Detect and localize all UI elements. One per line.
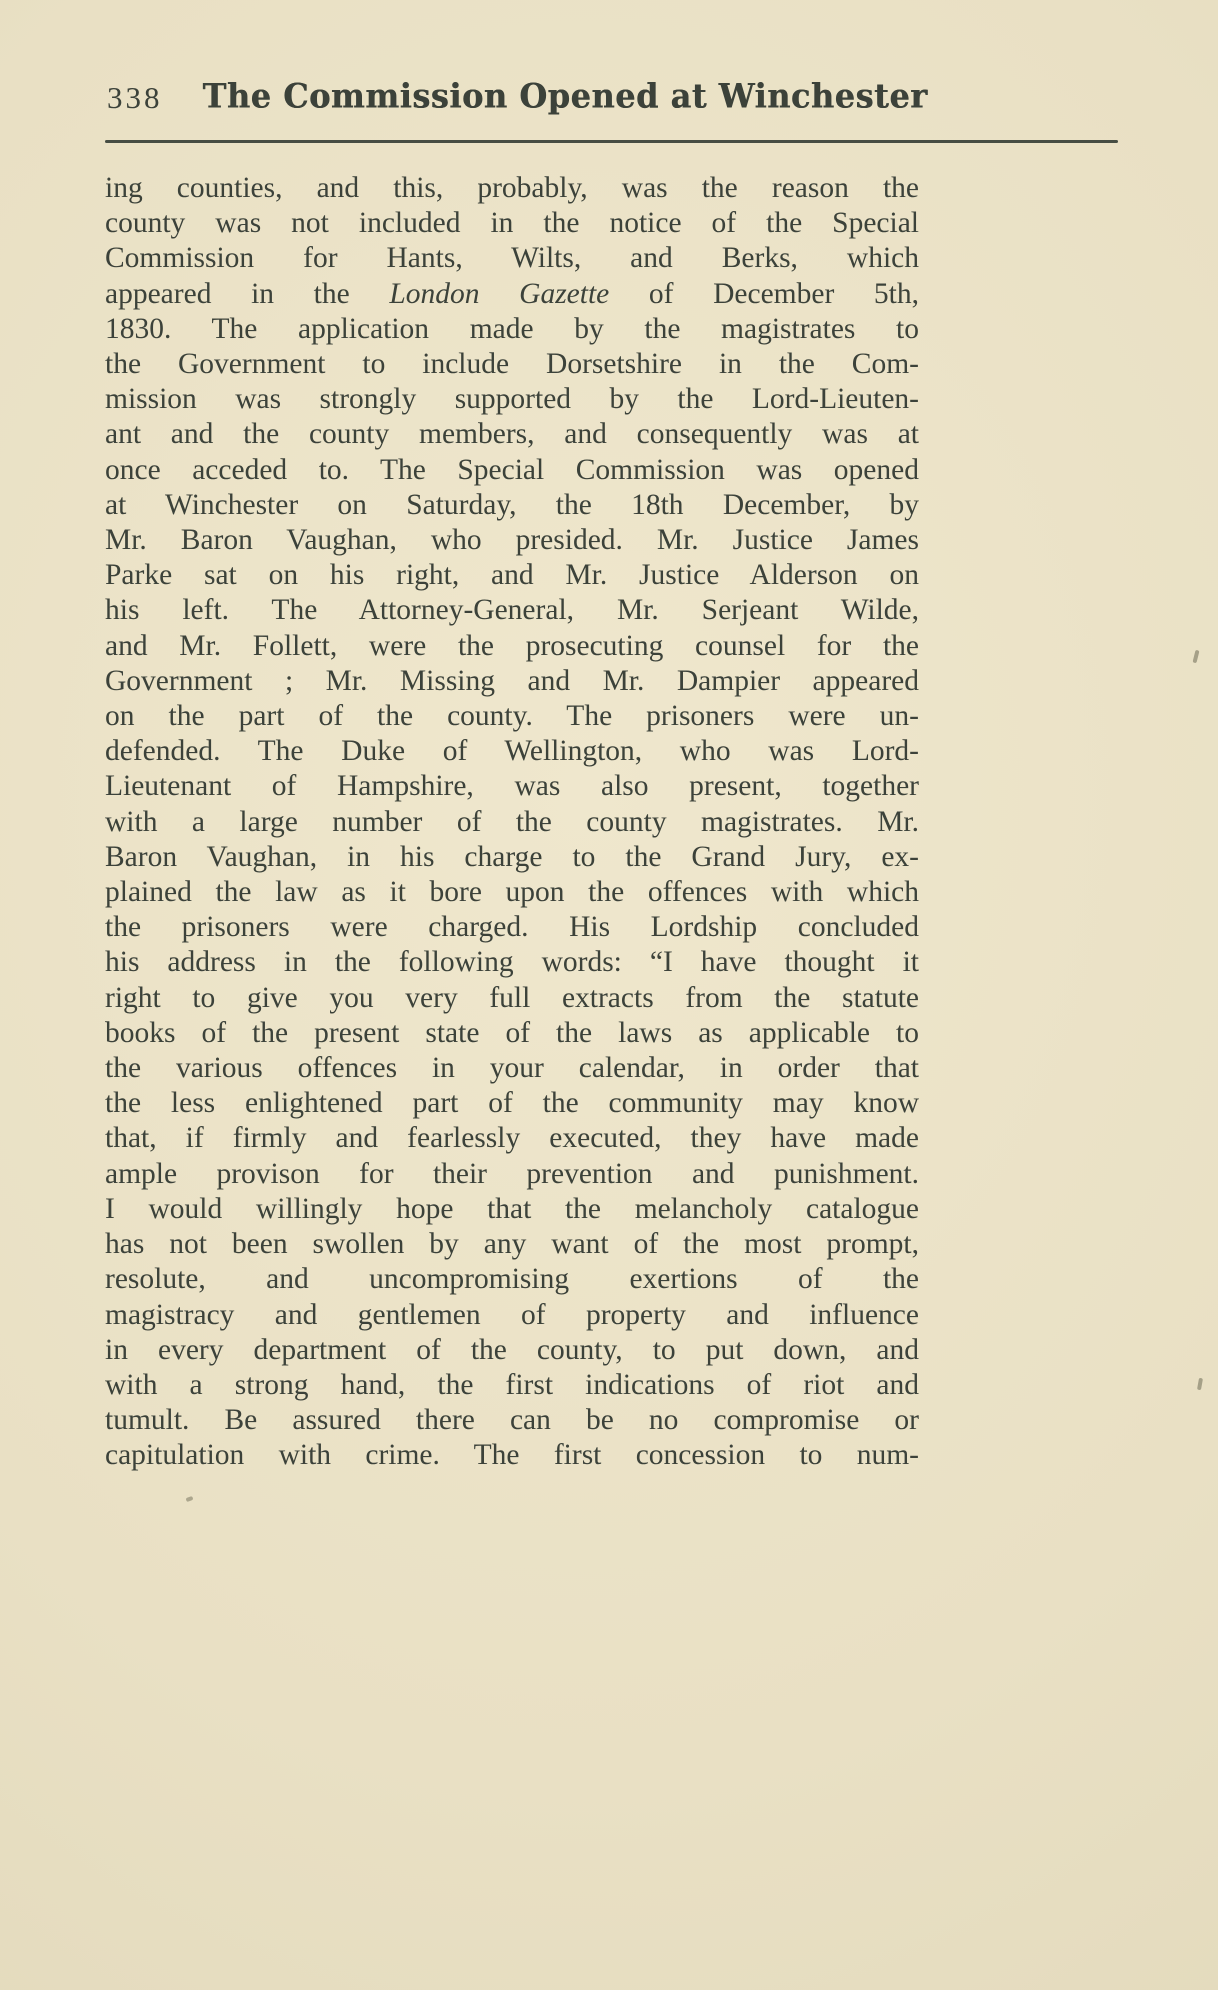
running-header-title: The Commission Opened at Winchester	[202, 75, 928, 116]
running-header	[107, 75, 1118, 116]
text-segment: Government ; Mr. Missing and Mr. Dampier appeared	[105, 664, 919, 697]
scan-mark	[1197, 1378, 1203, 1391]
text-segment: resolute, and uncompromising exertions of the	[105, 1263, 919, 1296]
text-segment: defended. The Duke of Wellington, who was Lord-	[105, 735, 919, 768]
text-segment: with a strong hand, the first indications of riot and	[105, 1368, 919, 1401]
text-segment: in every department of the county, to put down, and	[105, 1333, 919, 1366]
scan-mark	[1192, 650, 1199, 664]
text-segment: ing counties, and this, probably, was the reason the	[105, 172, 919, 204]
text-segment: Parke sat on his right, and Mr. Justice Alderson on	[105, 559, 919, 592]
text-segment: once acceded to. The Special Commission was opened	[105, 453, 919, 486]
text-segment: appeared in the	[105, 277, 390, 310]
text-line	[105, 312, 919, 347]
text-segment: at Winchester on Saturday, the 18th December, by	[105, 488, 919, 521]
text-segment: right to give you very full extracts from the statute	[105, 981, 919, 1014]
text-line	[105, 629, 919, 664]
text-segment: mission was strongly supported by the Lord-Lieuten-	[105, 383, 919, 416]
page-text	[105, 171, 919, 1474]
text-line	[105, 1086, 919, 1121]
text-segment: tumult. Be assured there can be no compromise or	[105, 1404, 919, 1437]
text-segment: of December 5th,	[609, 277, 919, 310]
text-line	[105, 769, 919, 804]
text-line	[105, 981, 919, 1016]
text-line	[105, 945, 919, 980]
text-segment: books of the present state of the laws as applicable to	[105, 1016, 919, 1049]
text-line	[105, 1298, 919, 1333]
text-line	[105, 840, 919, 875]
text-segment: ample provison for their prevention and punishment.	[105, 1157, 919, 1190]
text-line	[105, 1333, 919, 1368]
text-line	[105, 1051, 919, 1086]
text-line	[105, 1121, 919, 1156]
text-segment: magistracy and gentlemen of property and influence	[105, 1298, 919, 1331]
text-segment: on the part of the county. The prisoners were un-	[105, 700, 919, 733]
text-segment: the less enlightened part of the community may know	[105, 1087, 919, 1120]
text-segment: capitulation with crime. The first concession to num-	[105, 1439, 919, 1472]
text-line	[105, 734, 919, 769]
text-line	[105, 417, 919, 452]
page-number: 338	[107, 80, 163, 115]
text-segment: ant and the county members, and consequently was at	[105, 418, 919, 451]
text-segment: county was not included in the notice of the Special	[105, 207, 919, 240]
text-line	[105, 558, 919, 593]
text-segment: his address in the following words: “I have thought it	[105, 946, 919, 979]
text-segment: Commission for Hants, Wilts, and Berks, which	[105, 242, 919, 275]
text-line	[105, 910, 919, 945]
text-line	[105, 347, 919, 382]
text-segment: plained the law as it bore upon the offences with which	[105, 876, 919, 909]
text-segment: I would willingly hope that the melancholy catalogue	[105, 1192, 919, 1225]
header-rule	[105, 140, 1118, 143]
text-line	[105, 206, 919, 241]
text-line	[105, 1192, 919, 1227]
text-line	[105, 382, 919, 417]
text-line	[105, 593, 919, 628]
text-segment: and Mr. Follett, were the prosecuting counsel for the	[105, 629, 919, 662]
text-line	[105, 241, 919, 276]
text-segment: the various offences in your calendar, in order that	[105, 1052, 919, 1085]
text-segment: Baron Vaughan, in his charge to the Grand Jury, ex-	[105, 840, 919, 873]
text-segment: his left. The Attorney-General, Mr. Serjeant Wilde,	[105, 594, 919, 627]
text-segment: that, if firmly and fearlessly executed, they have made	[105, 1122, 919, 1155]
text-segment: the Government to include Dorsetshire in the Com-	[105, 348, 919, 381]
text-line	[105, 1016, 919, 1051]
text-line	[105, 1262, 919, 1297]
text-line	[105, 1368, 919, 1403]
text-line	[105, 875, 919, 910]
text-line	[105, 453, 919, 488]
text-line	[105, 699, 919, 734]
text-segment: with a large number of the county magistrates. Mr.	[105, 805, 919, 838]
text-line	[105, 171, 919, 206]
text-line	[105, 523, 919, 558]
text-segment: has not been swollen by any want of the most prompt,	[105, 1228, 919, 1261]
scan-mark	[186, 1496, 194, 1502]
text-segment: the prisoners were charged. His Lordship concluded	[105, 911, 919, 944]
text-line	[105, 1403, 919, 1438]
text-segment: 1830. The application made by the magistrates to	[105, 312, 919, 345]
text-segment: Lieutenant of Hampshire, was also present, together	[105, 770, 919, 803]
text-segment: Mr. Baron Vaughan, who presided. Mr. Justice James	[105, 524, 919, 557]
text-line	[105, 1438, 919, 1473]
text-line	[105, 488, 919, 523]
text-line	[105, 1227, 919, 1262]
italic-publication-name: London Gazette	[389, 277, 610, 310]
text-line	[105, 277, 919, 312]
text-line	[105, 664, 919, 699]
text-line	[105, 805, 919, 840]
text-line	[105, 1157, 919, 1192]
